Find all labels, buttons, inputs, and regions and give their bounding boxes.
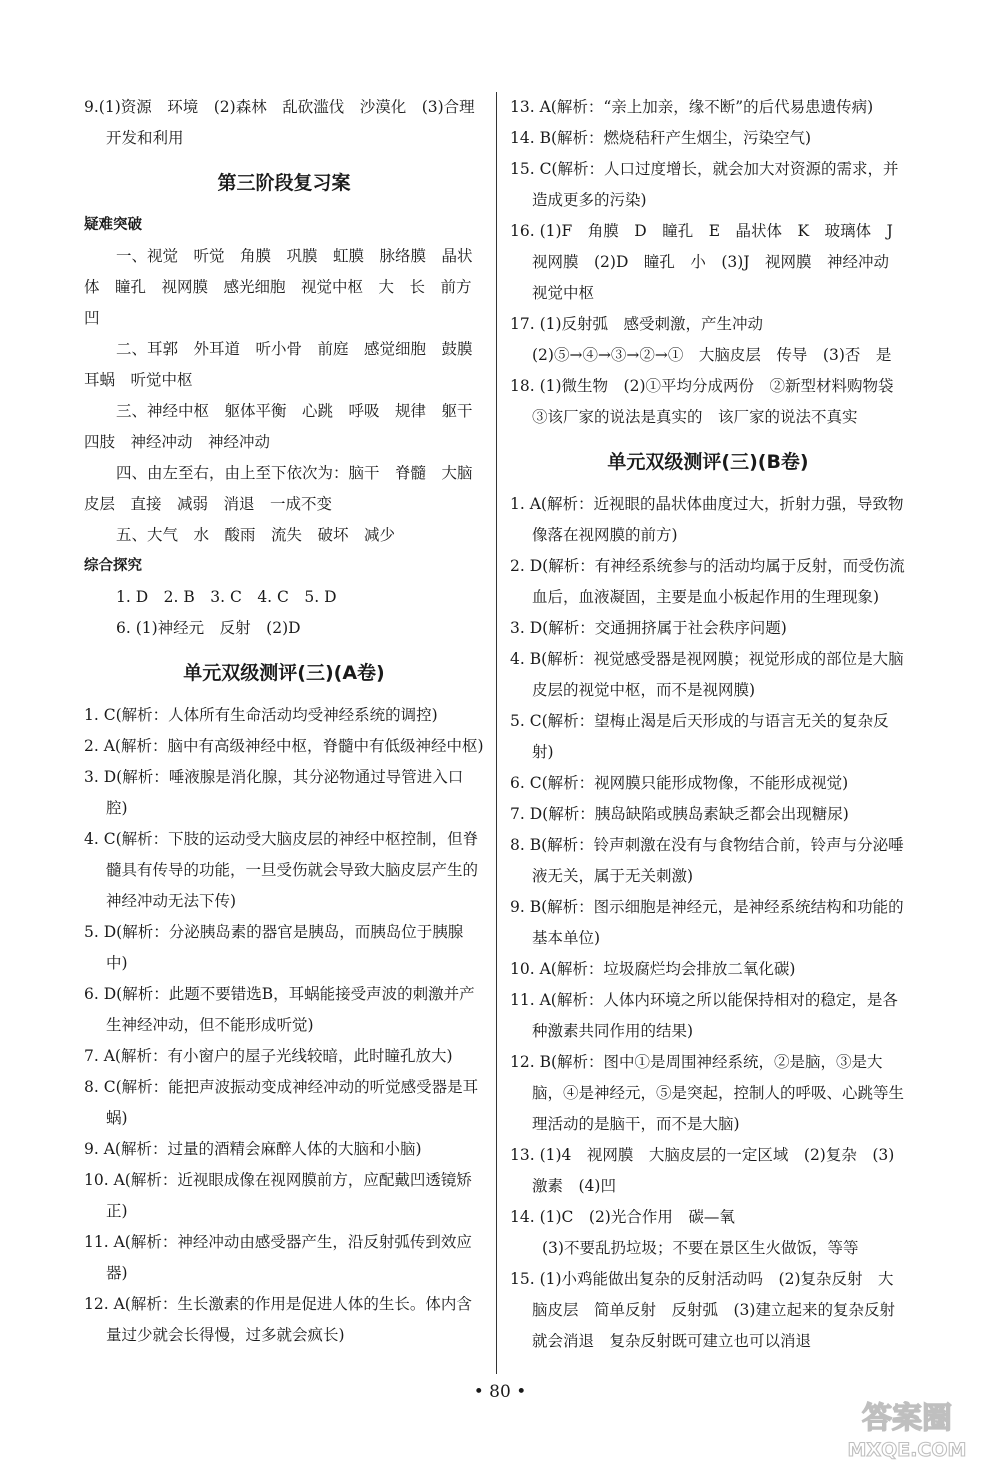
answer-item: 3. D(解析：交通拥挤属于社会秩序问题) bbox=[510, 619, 787, 637]
section-title-stage3: 第三阶段复习案 bbox=[217, 172, 351, 194]
watermark-text: 答案圈 bbox=[862, 1401, 952, 1436]
answer-item: 17. (1)反射弧 感受刺激，产生冲动 (2)⑤→④→③→②→① 大脑皮层 传导 (3)否 是 bbox=[510, 315, 892, 364]
right-column bbox=[510, 92, 910, 1357]
answer-item: 14. B(解析：燃烧秸秆产生烟尘，污染空气) bbox=[510, 129, 812, 147]
subhead-difficult: 疑难突破 bbox=[84, 217, 142, 233]
answer-item: 10. A(解析：近视眼成像在视网膜前方，应配戴凹透镜矫正) bbox=[84, 1171, 472, 1220]
answer-item: 2. D(解析：有神经系统参与的活动均属于反射，而受伤流血后，血液凝固，主要是血小板起作用的生理现象) bbox=[510, 557, 905, 606]
answer-item: 16. (1)F 角膜 D 瞳孔 E 晶状体 K 玻璃体 J 视网膜 (2)D 瞳孔 小 (3)J 视网膜 神经冲动 视觉中枢 bbox=[510, 222, 909, 302]
answer-item: 6. C(解析：视网膜只能形成物像，不能形成视觉) bbox=[510, 774, 849, 792]
answer-item: 3. D(解析：唾液腺是消化腺，其分泌物通过导管进入口腔) bbox=[84, 768, 464, 817]
answer-item: 7. D(解析：胰岛缺陷或胰岛素缺乏都会出现糖尿) bbox=[510, 805, 849, 823]
answer-item: 9. A(解析：过量的酒精会麻醉人体的大脑和小脑) bbox=[84, 1140, 422, 1158]
watermark-site: MXQE.COM bbox=[847, 1439, 967, 1461]
answer-paragraph: 四、由左至右，由上至下依次为：脑干 脊髓 大脑皮层 直接 减弱 消退 一成不变 bbox=[84, 464, 473, 513]
answer-item: 6. (1)神经元 反射 (2)D bbox=[116, 619, 301, 637]
answer-item: 2. A(解析：脑中有高级神经中枢，脊髓中有低级神经中枢) bbox=[84, 737, 484, 755]
answer-item: 9. B(解析：图示细胞是神经元，是神经系统结构和功能的基本单位) bbox=[510, 898, 904, 947]
left-column bbox=[84, 92, 489, 1351]
answer-item: 8. B(解析：铃声刺激在没有与食物结合前，铃声与分泌唾液无关，属于无关刺激) bbox=[510, 836, 904, 885]
answer-item: 1. D 2. B 3. C 4. C 5. D bbox=[116, 588, 337, 606]
answer-item: 12. A(解析：生长激素的作用是促进人体的生长。体内含量过少就会长得慢，过多就会疯长) bbox=[84, 1295, 472, 1344]
answer-item: 6. D(解析：此题不要错选B，耳蜗能接受声波的刺激并产生神经冲动，但不能形成听觉) bbox=[84, 985, 475, 1034]
answer-item: 9.(1)资源 环境 (2)森林 乱砍滥伐 沙漠化 (3)合理开发和利用 bbox=[84, 98, 475, 147]
subhead-comprehensive: 综合探究 bbox=[84, 558, 142, 574]
answer-item: 15. (1)小鸡能做出复杂的反射活动吗 (2)复杂反射 大脑皮层 简单反射 反射弧 (3)建立起来的复杂反射就会消退 复杂反射既可建立也可以消退 bbox=[510, 1270, 895, 1350]
answer-item: 15. C(解析：人口过度增长，就会加大对资源的需求，并造成更多的污染) bbox=[510, 160, 899, 209]
answer-item: 1. C(解析：人体所有生命活动均受神经系统的调控) bbox=[84, 706, 438, 724]
section-title-unit-a: 单元双级测评(三)(A卷) bbox=[183, 662, 385, 684]
page-number: • 80 • bbox=[473, 1382, 527, 1402]
answer-item: 8. C(解析：能把声波振动变成神经冲动的听觉感受器是耳蜗) bbox=[84, 1078, 479, 1127]
answer-paragraph: 二、耳郭 外耳道 听小骨 前庭 感觉细胞 鼓膜 耳蜗 听觉中枢 bbox=[84, 340, 489, 389]
answer-item: 4. B(解析：视觉感受器是视网膜；视觉形成的部位是大脑皮层的视觉中枢，而不是视网膜) bbox=[510, 650, 904, 699]
answer-item: 13. A(解析：“亲上加亲，缘不断”的后代易患遗传病) bbox=[510, 98, 874, 116]
answer-item: 5. D(解析：分泌胰岛素的器官是胰岛，而胰岛位于胰腺中) bbox=[84, 923, 464, 972]
column-divider bbox=[496, 92, 497, 1374]
answer-item: 5. C(解析：望梅止渴是后天形成的与语言无关的复杂反射) bbox=[510, 712, 889, 761]
answer-item-continued: (3)不要乱扔垃圾；不要在景区生火做饭，等等 bbox=[542, 1239, 859, 1257]
answer-item: 4. C(解析：下肢的运动受大脑皮层的神经中枢控制，但脊髓具有传导的功能，一旦受伤就会导致大脑皮层产生的神经冲动无法下传) bbox=[84, 830, 479, 910]
answer-item: 11. A(解析：人体内环境之所以能保持相对的稳定，是各种激素共同作用的结果) bbox=[510, 991, 898, 1040]
answer-item: 1. A(解析：近视眼的晶状体曲度过大，折射力强，导致物像落在视网膜的前方) bbox=[510, 495, 904, 544]
answer-item: 7. A(解析：有小窗户的屋子光线较暗，此时瞳孔放大) bbox=[84, 1047, 453, 1065]
answer-item: 12. B(解析：图中①是周围神经系统，②是脑，③是大脑，④是神经元，⑤是突起，控制人的呼吸、心跳等生理活动的是脑干，而不是大脑) bbox=[510, 1053, 905, 1133]
answer-item: 13. (1)4 视网膜 大脑皮层的一定区域 (2)复杂 (3)激素 (4)凹 bbox=[510, 1146, 895, 1195]
watermark-logo bbox=[832, 1390, 982, 1462]
section-title-unit-b: 单元双级测评(三)(B卷) bbox=[607, 451, 809, 473]
answer-item: 10. A(解析：垃圾腐烂均会排放二氧化碳) bbox=[510, 960, 796, 978]
answer-paragraph: 一、视觉 听觉 角膜 巩膜 虹膜 脉络膜 晶状体 瞳孔 视网膜 感光细胞 视觉中枢 大 长 前方 凹 bbox=[84, 247, 488, 327]
answer-paragraph: 五、大气 水 酸雨 流失 破坏 减少 bbox=[116, 526, 396, 544]
answer-item: 18. (1)微生物 (2)①平均分成两份 ②新型材料购物袋 ③该厂家的说法是真实的 该厂家的说法不真实 bbox=[510, 377, 910, 426]
answer-item: 11. A(解析：神经冲动由感受器产生，沿反射弧传到效应器) bbox=[84, 1233, 472, 1282]
answer-item: 14. (1)C (2)光合作用 碳—氧 bbox=[510, 1208, 735, 1226]
answer-paragraph: 三、神经中枢 躯体平衡 心跳 呼吸 规律 躯干 四肢 神经冲动 神经冲动 bbox=[84, 402, 489, 451]
